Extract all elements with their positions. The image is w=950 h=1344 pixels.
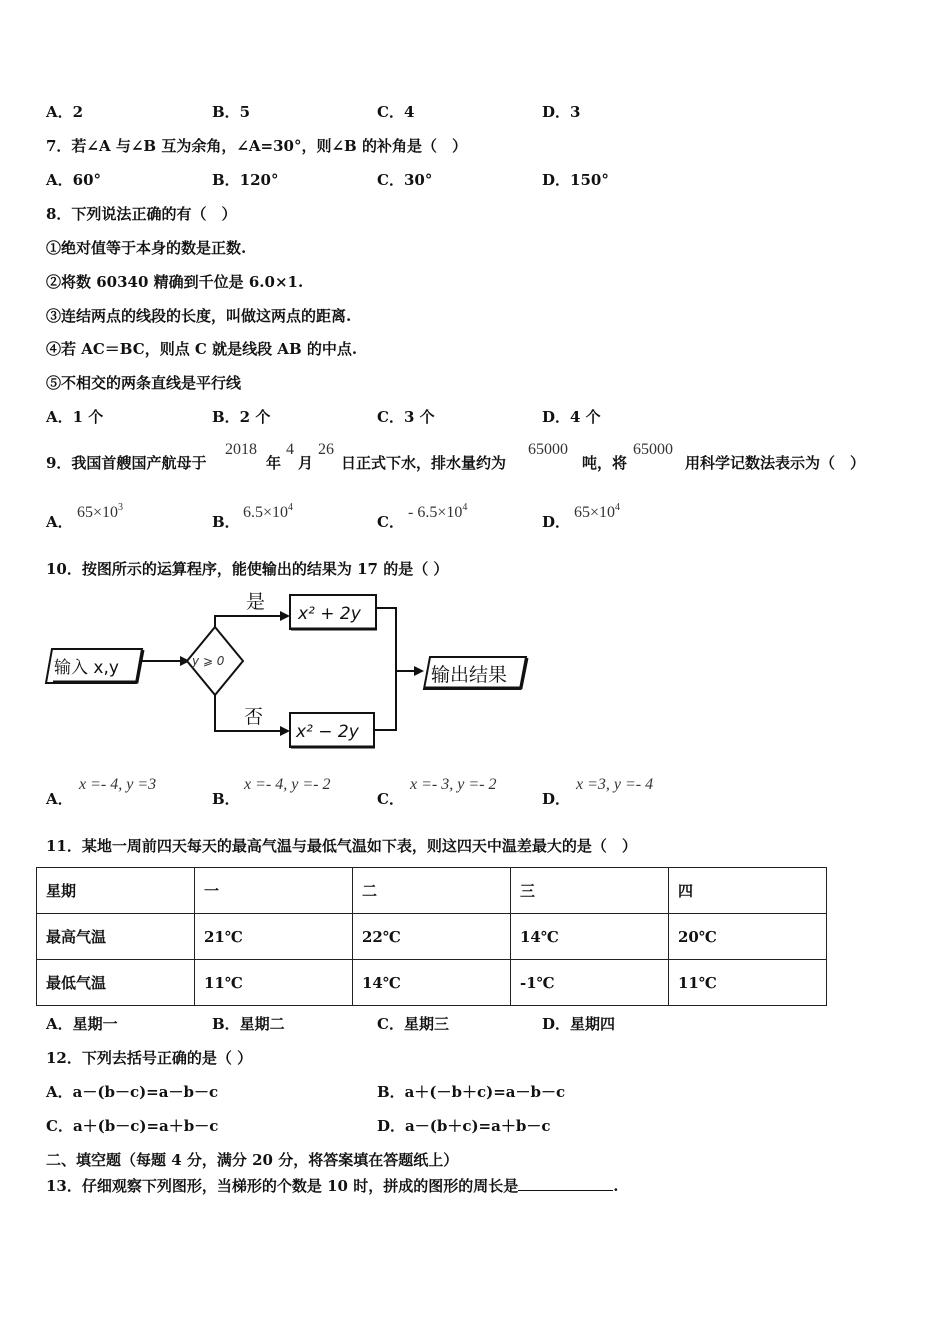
q7-option-a: A．60° — [46, 171, 102, 189]
flow-yes-expr: x² + 2y — [298, 604, 361, 624]
q9-option-b-exp: 4 — [288, 502, 294, 513]
q9-option-c-exp: 4 — [462, 502, 468, 513]
flow-input-label: 输入 x,y — [54, 658, 119, 678]
q9-option-c — [408, 502, 467, 522]
temperature-table — [36, 867, 827, 1006]
table-cell: 20℃ — [669, 914, 827, 960]
q8-statement-4: ④若 AC＝BC，则点 C 就是线段 AB 的中点. — [46, 340, 358, 358]
q10-option-d-label: D． — [542, 790, 571, 808]
q13-end: . — [613, 1177, 619, 1195]
q12-option-b: B．a＋(－b＋c)=a－b－c — [377, 1083, 566, 1101]
q9-option-a-exp: 3 — [118, 502, 124, 513]
q8-statement-3: ③连结两点的线段的长度，叫做这两点的距离. — [46, 307, 352, 325]
q10-flowchart — [40, 585, 540, 760]
q10-option-b: x =- 4, y =- 2 — [244, 776, 331, 793]
q12-option-c: C．a＋(b－c)=a＋b－c — [46, 1117, 219, 1135]
table-row — [37, 960, 827, 1006]
q9-year: 2018 — [225, 441, 257, 458]
q9-stem-part1: 9．我国首艘国产航母于 — [46, 454, 207, 472]
q9-option-a-base: 65×10 — [77, 504, 119, 521]
q9-option-b — [243, 502, 293, 522]
q13-stem-line — [46, 1176, 618, 1196]
table-cell: 一 — [195, 868, 353, 914]
table-cell: 二 — [353, 868, 511, 914]
q9-stem-part6: 用科学记数法表示为（ ） — [685, 454, 866, 472]
q8-stem: 8．下列说法正确的有（ ） — [46, 205, 237, 223]
q6-option-b: B．5 — [212, 103, 251, 121]
q7-option-b: B．120° — [212, 171, 279, 189]
q9-option-b-base: 6.5×10 — [243, 504, 289, 521]
q9-stem-part5: 吨，将 — [582, 454, 628, 472]
q9-amount-2: 65000 — [633, 441, 673, 458]
q6-option-c: C．4 — [377, 103, 415, 121]
q10-stem: 10．按图所示的运算程序，能使输出的结果为 17 的是（ ） — [46, 560, 449, 578]
q8-option-c: C．3 个 — [377, 408, 435, 426]
flow-yes-label: 是 — [246, 591, 266, 613]
table-cell: 14℃ — [353, 960, 511, 1006]
q10-option-a-label: A． — [46, 790, 73, 808]
q9-option-a — [77, 502, 123, 522]
q8-option-d: D．4 个 — [542, 408, 601, 426]
flow-output-label: 输出结果 — [431, 664, 508, 686]
table-cell: 11℃ — [195, 960, 353, 1006]
q7-option-c: C．30° — [377, 171, 433, 189]
q8-statement-5: ⑤不相交的两条直线是平行线 — [46, 374, 242, 392]
q9-day: 26 — [318, 441, 334, 458]
q8-option-a: A．1 个 — [46, 408, 104, 426]
q9-option-a-label: A． — [46, 513, 73, 531]
q12-option-d: D．a－(b＋c)=a＋b－c — [377, 1117, 551, 1135]
table-cell: 最低气温 — [37, 960, 195, 1006]
flow-decision-label: y ⩾ 0 — [192, 654, 225, 668]
q12-option-a: A．a－(b－c)=a－b－c — [46, 1083, 219, 1101]
q8-statement-2: ②将数 60340 精确到千位是 6.0×1. — [46, 273, 304, 291]
q13-stem: 13．仔细观察下列图形，当梯形的个数是 10 时，拼成的图形的周长是 — [46, 1177, 519, 1195]
q10-option-d: x =3, y =- 4 — [576, 776, 654, 793]
section-2-heading: 二、填空题（每题 4 分，满分 20 分，将答案填在答题纸上） — [46, 1151, 459, 1169]
q10-option-b-label: B． — [212, 790, 240, 808]
q9-option-c-base: - 6.5×10 — [408, 504, 463, 521]
q9-stem-part4: 日正式下水，排水量约为 — [341, 454, 507, 472]
q9-option-d-base: 65×10 — [574, 504, 616, 521]
q7-stem: 7．若∠A 与∠B 互为余角，∠A=30°，则∠B 的补角是（ ） — [46, 137, 467, 155]
q9-option-d-label: D． — [542, 513, 571, 531]
flow-no-expr: x² − 2y — [296, 722, 359, 742]
table-cell: -1℃ — [511, 960, 669, 1006]
table-row — [37, 914, 827, 960]
table-cell: 星期 — [37, 868, 195, 914]
q8-option-b: B．2 个 — [212, 408, 271, 426]
q11-option-d: D．星期四 — [542, 1015, 616, 1033]
table-cell: 11℃ — [669, 960, 827, 1006]
q9-stem-part2: 年 — [266, 454, 282, 472]
q6-option-a: A．2 — [46, 103, 84, 121]
table-cell: 22℃ — [353, 914, 511, 960]
q13-answer-blank[interactable] — [518, 1176, 613, 1191]
q8-statement-1: ①绝对值等于本身的数是正数. — [46, 239, 247, 257]
q9-month: 4 — [286, 441, 294, 458]
table-cell: 四 — [669, 868, 827, 914]
q7-option-d: D．150° — [542, 171, 609, 189]
q9-option-d — [574, 502, 620, 522]
table-cell: 三 — [511, 868, 669, 914]
q10-option-c: x =- 3, y =- 2 — [410, 776, 497, 793]
q9-option-b-label: B． — [212, 513, 240, 531]
q9-option-d-exp: 4 — [615, 502, 621, 513]
q11-option-b: B．星期二 — [212, 1015, 285, 1033]
q9-option-c-label: C． — [377, 513, 404, 531]
q11-option-a: A．星期一 — [46, 1015, 118, 1033]
q9-stem-part3: 月 — [298, 454, 314, 472]
q10-option-a: x =- 4, y =3 — [79, 776, 157, 793]
table-cell: 21℃ — [195, 914, 353, 960]
q12-stem: 12．下列去括号正确的是（ ） — [46, 1049, 253, 1067]
q11-option-c: C．星期三 — [377, 1015, 449, 1033]
flow-no-label: 否 — [244, 706, 264, 728]
table-cell: 14℃ — [511, 914, 669, 960]
q6-option-d: D．3 — [542, 103, 581, 121]
q11-stem: 11．某地一周前四天每天的最高气温与最低气温如下表，则这四天中温差最大的是（ ） — [46, 837, 637, 855]
table-row — [37, 868, 827, 914]
table-cell: 最高气温 — [37, 914, 195, 960]
q9-amount: 65000 — [528, 441, 568, 458]
q10-option-c-label: C． — [377, 790, 404, 808]
